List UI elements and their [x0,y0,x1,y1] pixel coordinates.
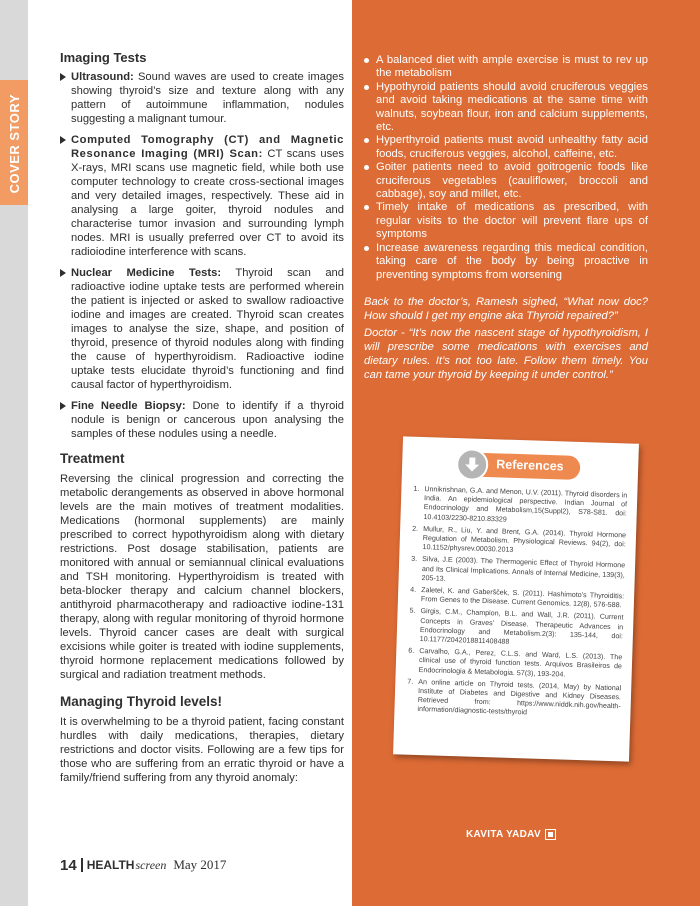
treatment-text: Reversing the clinical progression and correcting the metabolic derangements as observed in above hormonal levels are the main motives of treatment modalities. Medications (hormonal supplements) are mainly prescribed to correct hypothyroidism along with dietary restrictions. Post dosage stabilisation, patients are monitored with annual or semiannual clinical evaluations and TSH monitoring. Hyperthyroidism is treated with beta-blocker therapy and calcium channel blockers, antithyroid pharmacotherapy and radioactive iodine-131 therapy, along with regular monitoring of thyroid hormone levels. Thyroid cancer cases are dealt with surgical excisions while goiter is treated with iodine supplements, thyroid hormone replacement medications followed by surgical and radiation treatment methods. [60,473,344,681]
reference-item: 2. Mullur, R., Liu, Y. and Brent, G.A. (2014). Thyroid Hormone Regulation of Metabolism. Physiological Reviews. 94(2), doi: 10.1152/physrev.00030.2013 [412,524,627,555]
author-byline [466,829,556,840]
imaging-heading: Imaging Tests [60,50,147,65]
magazine-name-suffix: screen [135,857,167,872]
item-term: Ultrasound: [71,71,134,83]
page-number: 14 [60,856,77,874]
left-column [60,50,344,785]
footer-divider [81,858,83,872]
reference-item: 1. Unnikrishnan, G.A. and Menon, U.V. (2011). Thyroid disorders in India. An epidemiological perspective. Indian Journal of Endocrinology and Metabolism,15(Suppl2), S78-S81. doi: 10.4103/2230-8210.83329 [413,484,628,524]
references-card [393,436,639,761]
reference-item: 6. Carvalho, G.A., Perez, C.L.S. and Ward, L.S. (2013). The clinical use of thyroid function tests. Arquivos Brasileiros de Endocrinologia & Metabologia. 57(3), 193-204. [408,646,623,679]
bullet-dot-icon [364,58,369,63]
tip-item: Timely intake of medications as prescribed, with regular visits to the doctor will prevent flare ups of symptoms [364,201,648,241]
triangle-bullet-icon [60,269,66,277]
managing-heading: Managing Thyroid levels! [60,694,223,709]
down-arrow-icon [456,448,489,481]
author-name: KAVITA YADAV [466,829,541,840]
end-mark-icon [545,829,556,840]
item-text: Thyroid scan and radioactive iodine uptake tests are performed wherein the patient is injected or asked to swallow radioactive iodine and images are created. Thyroid scan creates images to analyse the size, shape, and position of thyroid, presence of thyroid nodules along with finding the cause of hyperthyroidism. Radioactive iodine uptake tests elucidate thyroid’s functioning and find causal factor of hyperthyroidism. [71,267,344,391]
references-badge [460,452,581,480]
reference-item: 3. Silva, J.E (2003). The Thermogenic Effect of Thyroid Hormone and Its Clinical Implications. Annals of Internal Medicine, 139(3), 205-13. [411,555,626,583]
treatment-heading: Treatment [60,451,125,466]
imaging-item [60,399,344,441]
tip-item: Hypothyroid patients should avoid cruciferous veggies and avoid taking medications at the same time with walnuts, soybean flour, iron and calcium supplements, etc. [364,81,648,135]
tip-item: A balanced diet with ample exercise is must to rev up the metabolism [364,54,648,81]
tip-item: Goiter patients need to avoid goitrogenic foods like cruciferous vegetables (cauliflower, broccoli and cabbage), soy and millet, etc. [364,161,648,201]
item-term: Fine Needle Biopsy: [71,400,186,412]
bullet-dot-icon [364,246,369,251]
tip-item: Increase awareness regarding this medical condition, taking care of the body by being proactive in preventing symptoms from worsening [364,242,648,282]
reference-item: 7. An online article on Thyroid tests. (2014, May) by National Institute of Diabetes and Digestive and Kidney Diseases. Retrieved from: https://www.niddk.nih.gov/health-information/diagnostic-tests/thyroid [407,677,622,717]
triangle-bullet-icon [60,73,66,81]
references-title: References [496,457,564,474]
references-list [406,485,627,724]
item-term: Computed Tomography (CT) and Magnetic Resonance Imaging (MRI) Scan: [71,134,344,160]
bullet-dot-icon [364,138,369,143]
section-label: COVER STORY [6,94,22,194]
reference-item: 4. Zaletel, K. and Gaberšček, S. (2011). Hashimoto’s Thyroiditis: From Genes to the Disease. Current Genomics. 12(8), 576-588. [410,585,625,610]
imaging-item [60,70,344,126]
dialogue-doctor: Doctor - “It’s now the nascent stage of hypothyroidism, I will prescribe some medications with exercises and dietary rules. It’s not too late. Follow them timely. You can tame your thyroid by keeping it under control.” [364,326,648,381]
dialogue-patient: Back to the doctor’s, Ramesh sighed, “What now doc? How should I get my engine aka Thyroid repaired?” [364,295,648,322]
bullet-dot-icon [364,205,369,210]
bullet-dot-icon [364,85,369,90]
imaging-item [60,266,344,392]
item-text: Done to identify if a thyroid nodule is benign or cancerous upon analysing the samples of these nodules using a needle. [71,400,344,440]
bullet-dot-icon [364,165,369,170]
imaging-item [60,133,344,259]
item-term: Nuclear Medicine Tests: [71,267,222,279]
reference-item: 5. Girgis, C.M., Champion, B.L. and Wall, J.R. (2011). Current Concepts in Graves’ Disease. Therapeutic Advances in Endocrinology and Metabolism.2(3): 135-144, doi: 10.1177/2042018811408488 [409,607,624,646]
triangle-bullet-icon [60,402,66,410]
tip-item: Hyperthyroid patients must avoid unhealthy fatty acid foods, cruciferous veggies, alcohol, caffeine, etc. [364,134,648,161]
magazine-name: HEALTH [86,858,135,872]
item-text: CT scans uses X-rays, MRI scans use magnetic field, while both use computer technology to create cross-sectional images and very detailed images, respectively. These aid in analysing a large goiter, thyroid nodules and characterise tumor invasion and surrounding lymph nodes. MRI is usually preferred over CT to avoid its radioiodine interference with scans. [71,148,344,258]
triangle-bullet-icon [60,136,66,144]
page-footer [60,855,226,875]
issue-date: May 2017 [173,857,227,872]
right-column [364,54,648,382]
managing-text: It is overwhelming to be a thyroid patient, facing constant hurdles with daily medications, therapies, dietary restrictions and doctor visits. Following are a few tips for those who are suffering from an erratic thyroid or have a family/friend suffering from any thyroid anomaly: [60,716,344,784]
item-text: Sound waves are used to create images showing thyroid’s size and texture along with any pattern of autoimmune inflammation, nodules suggesting a malignant tumour. [71,71,344,125]
